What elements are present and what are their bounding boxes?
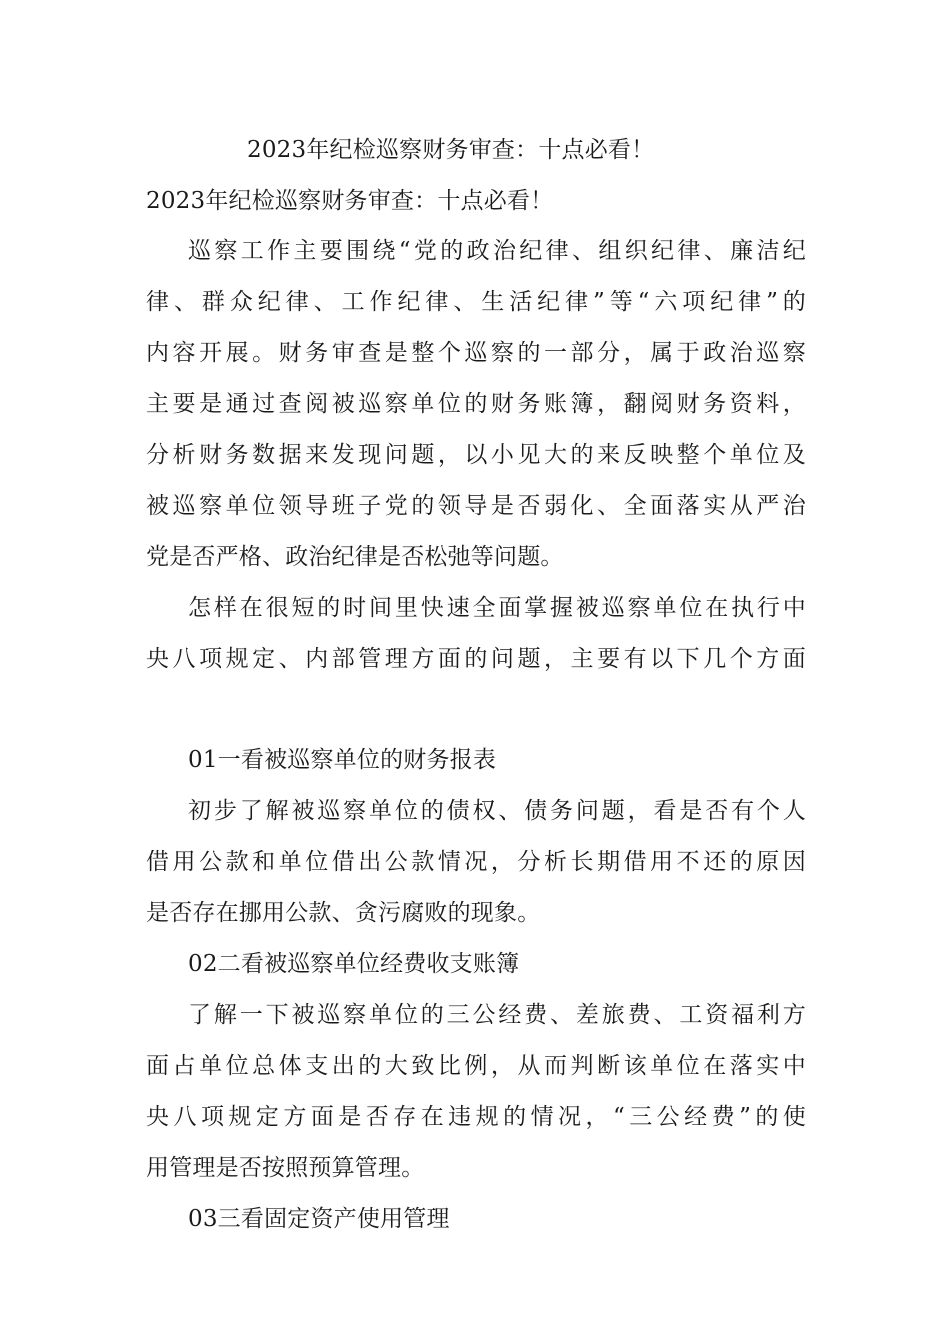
paragraph-2-line-1: 怎样在很短的时间里快速全面掌握被巡察单位在执行中 (188, 595, 806, 621)
paragraph-1-line-1: 巡察工作主要围绕“党的政治纪律、组织纪律、廉洁纪 (188, 238, 806, 264)
section-02-line-4: 用管理是否按照预算管理。 (146, 1155, 425, 1181)
paragraph-1-line-3: 内容开展。财务审查是整个巡察的一部分，属于政治巡察 (146, 340, 806, 366)
section-02-line-2: 面占单位总体支出的大致比例，从而判断该单位在落实中 (146, 1053, 806, 1079)
section-03-heading: 03三看固定资产使用管理 (188, 1206, 450, 1232)
paragraph-1-line-5: 分析财务数据来发现问题，以小见大的来反映整个单位及 (146, 442, 806, 468)
document-subtitle: 2023年纪检巡察财务审查：十点必看！ (146, 188, 554, 214)
paragraph-2-line-2: 央八项规定、内部管理方面的问题，主要有以下几个方面 (146, 646, 806, 672)
paragraph-1-line-7: 党是否严格、政治纪律是否松弛等问题。 (146, 544, 564, 570)
section-01-line-2: 借用公款和单位借出公款情况，分析长期借用不还的原因 (146, 849, 806, 875)
section-01-line-3: 是否存在挪用公款、贪污腐败的现象。 (146, 900, 541, 926)
paragraph-1-line-2: 律、群众纪律、工作纪律、生活纪律”等“六项纪律”的 (146, 289, 806, 315)
document-title: 2023年纪检巡察财务审查：十点必看！ (247, 137, 655, 163)
section-01-line-1: 初步了解被巡察单位的债权、债务问题，看是否有个人 (188, 798, 806, 824)
section-01-heading: 01一看被巡察单位的财务报表 (188, 747, 497, 773)
section-02-line-1: 了解一下被巡察单位的三公经费、差旅费、工资福利方 (188, 1002, 806, 1028)
section-02-line-3: 央八项规定方面是否存在违规的情况，“三公经费”的使 (146, 1104, 806, 1130)
paragraph-1-line-6: 被巡察单位领导班子党的领导是否弱化、全面落实从严治 (146, 493, 806, 519)
section-02-heading: 02二看被巡察单位经费收支账簿 (188, 951, 520, 977)
paragraph-1-line-4: 主要是通过查阅被巡察单位的财务账簿，翻阅财务资料， (146, 391, 806, 417)
